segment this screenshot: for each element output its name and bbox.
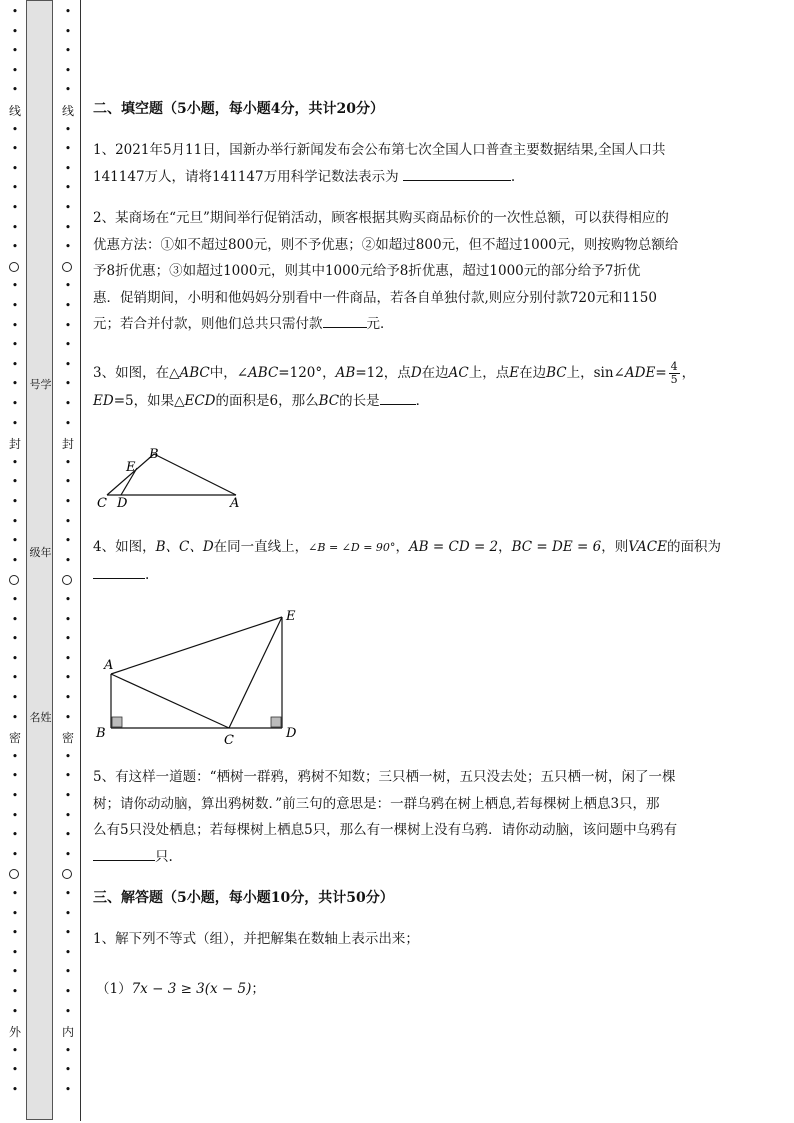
margin-dot: • bbox=[64, 1083, 72, 1096]
margin-dot: • bbox=[11, 828, 19, 842]
right-angle-D bbox=[271, 717, 281, 727]
binding-hole-circle bbox=[62, 262, 72, 272]
margin-dot: • bbox=[64, 906, 72, 920]
margin-dot: • bbox=[64, 161, 72, 175]
margin-dot: • bbox=[11, 122, 19, 136]
label-B: B bbox=[149, 447, 159, 462]
margin-dot: • bbox=[64, 593, 72, 606]
student-number-label: 号学 bbox=[29, 378, 52, 391]
margin-dot: • bbox=[64, 357, 72, 371]
label-D: D bbox=[117, 496, 128, 511]
margin-dot: • bbox=[64, 142, 72, 156]
seal-mark: 内 bbox=[61, 1025, 74, 1040]
margin-dot: • bbox=[64, 1043, 72, 1057]
margin-dot: • bbox=[64, 651, 72, 665]
margin-dot: • bbox=[11, 769, 19, 783]
answer-blank[interactable] bbox=[380, 392, 416, 405]
question-2-3: 3、如图，在△ABC中，∠ABC=120°，AB=12，点D在边AC上，点E在边BC上，sin∠ADE= $\frac{4}{5}$ ， ED=5，如果△ECD的面积是6，那么BC的长是 ． bbox=[93, 360, 696, 409]
binding-hole-circle bbox=[62, 869, 72, 879]
margin-dot: • bbox=[11, 338, 19, 352]
margin-dot: • bbox=[11, 5, 19, 18]
margin-dot: • bbox=[64, 945, 72, 959]
margin-dot: • bbox=[11, 965, 19, 979]
label-D: D bbox=[286, 726, 297, 741]
margin-dot: • bbox=[11, 318, 19, 332]
margin-dot: • bbox=[11, 847, 19, 861]
margin-dot: • bbox=[64, 495, 72, 508]
margin-dot: • bbox=[64, 377, 72, 391]
margin-dot: • bbox=[64, 847, 72, 861]
margin-dot: • bbox=[11, 279, 19, 293]
margin-dot: • bbox=[64, 455, 72, 469]
answer-blank[interactable] bbox=[403, 168, 511, 181]
grade-label: 级年 bbox=[29, 546, 52, 559]
margin-dot: • bbox=[11, 220, 19, 234]
binding-hole-circle bbox=[62, 575, 72, 585]
margin-dot: • bbox=[64, 769, 72, 783]
margin-dot: • bbox=[11, 808, 19, 822]
section-2-title: 二、填空题（5小题，每小题4分，共计20分） bbox=[93, 101, 384, 117]
margin-dot: • bbox=[11, 514, 19, 528]
right-angle-B bbox=[112, 717, 122, 727]
margin-dot: • bbox=[64, 789, 72, 802]
margin-dot: • bbox=[11, 553, 19, 567]
binding-hole-circle bbox=[9, 575, 19, 585]
margin-dot: • bbox=[64, 338, 72, 352]
margin-dot: • bbox=[11, 749, 19, 763]
seal-mark: 线 bbox=[8, 104, 21, 118]
binding-hole-circle bbox=[9, 262, 19, 272]
question-2-1: 1、2021年5月11日，国新办举行新闻发布会公布第七次全国人口普查主要数据结果,全国人口共 141147万人，请将141147万用科学记数法表示为 . bbox=[93, 142, 666, 185]
seal-mark: 密 bbox=[61, 731, 74, 746]
margin-dot: • bbox=[11, 632, 19, 646]
margin-dot: • bbox=[11, 416, 19, 430]
binding-hole-circle bbox=[9, 869, 19, 879]
margin-dot: • bbox=[64, 299, 72, 312]
fraction-4-5: $\frac{4}{5}$ bbox=[670, 360, 678, 386]
margin-dot: • bbox=[11, 1083, 19, 1096]
label-A: A bbox=[230, 496, 240, 511]
margin-dot: • bbox=[11, 789, 19, 802]
margin-dot: • bbox=[64, 926, 72, 940]
margin-dot: • bbox=[64, 5, 72, 18]
margin-dot: • bbox=[64, 44, 72, 58]
margin-dot: • bbox=[11, 534, 19, 548]
margin-dot: • bbox=[64, 612, 72, 626]
margin-dot: • bbox=[64, 691, 72, 704]
margin-dot: • bbox=[64, 553, 72, 567]
margin-dot: • bbox=[64, 122, 72, 136]
name-label: 名姓 bbox=[29, 711, 52, 724]
segment-ce bbox=[229, 617, 282, 728]
margin-dot: • bbox=[11, 397, 19, 410]
margin-dot: • bbox=[64, 671, 72, 685]
label-A: A bbox=[104, 658, 114, 673]
margin-dot: • bbox=[64, 808, 72, 822]
margin-dot: • bbox=[11, 495, 19, 508]
margin-dot: • bbox=[64, 83, 72, 97]
margin-dot: • bbox=[11, 945, 19, 959]
margin-dot: • bbox=[64, 318, 72, 332]
margin-dot: • bbox=[64, 416, 72, 430]
question-2-4: 4、如图，B、C、D在同一直线上，∠B = ∠D = 90°，AB = CD = 2，BC = DE = 6，则VACE的面积为 . bbox=[93, 539, 721, 583]
margin-dot: • bbox=[64, 710, 72, 724]
margin-dot: • bbox=[64, 828, 72, 842]
margin-dot: • bbox=[11, 377, 19, 391]
margin-dot: • bbox=[11, 612, 19, 626]
margin-dot: • bbox=[11, 1043, 19, 1057]
label-E: E bbox=[286, 609, 296, 624]
label-C: C bbox=[224, 733, 234, 748]
margin-dot: • bbox=[11, 887, 19, 900]
margin-dot: • bbox=[64, 63, 72, 77]
seal-mark: 封 bbox=[61, 437, 74, 452]
seal-mark: 密 bbox=[8, 731, 21, 746]
binding-margin-inner bbox=[57, 0, 79, 1123]
margin-dot: • bbox=[64, 749, 72, 763]
margin-dot: • bbox=[11, 691, 19, 704]
margin-dot: • bbox=[64, 887, 72, 900]
answer-blank[interactable] bbox=[93, 848, 155, 861]
margin-dot: • bbox=[64, 201, 72, 214]
margin-dot: • bbox=[64, 534, 72, 548]
margin-dot: • bbox=[64, 985, 72, 998]
label-B: B bbox=[96, 726, 106, 741]
margin-dot: • bbox=[11, 181, 19, 195]
question-2-2: 2、某商场在“元旦”期间举行促销活动，顾客根据其购买商品标价的一次性总额，可以获得相应的 优惠方法：①如不超过800元，则不予优惠；②如超过800元，但不超过1000元，则按购物总额给 予8折优惠；③如超过1000元，则其中1000元给予8折优惠，超过1000元的部分给予7折优 惠．促销期间，小明和他妈妈分别看中一件商品，若各自单独付款,则应分别付款720元和1150 元；若合并付款，则他们总共只需付款 元． bbox=[93, 210, 679, 332]
margin-dot: • bbox=[64, 475, 72, 489]
margin-dot: • bbox=[64, 1004, 72, 1018]
seal-mark: 线 bbox=[61, 104, 74, 118]
student-info-strip bbox=[26, 0, 53, 1120]
margin-dot: • bbox=[11, 142, 19, 156]
seal-mark: 外 bbox=[8, 1025, 21, 1040]
margin-dot: • bbox=[64, 397, 72, 410]
margin-dot: • bbox=[11, 357, 19, 371]
margin-dot: • bbox=[64, 24, 72, 38]
margin-dot: • bbox=[64, 514, 72, 528]
margin-dot: • bbox=[11, 710, 19, 724]
margin-dot: • bbox=[11, 455, 19, 469]
margin-dot: • bbox=[11, 593, 19, 606]
margin-dot: • bbox=[11, 24, 19, 38]
margin-dot: • bbox=[64, 279, 72, 293]
margin-dot: • bbox=[64, 965, 72, 979]
margin-dot: • bbox=[11, 1004, 19, 1018]
question-3-1: 1、解下列不等式（组），并把解集在数轴上表示出来； bbox=[93, 931, 419, 947]
binding-margin-outer bbox=[4, 0, 26, 1123]
margin-dot: • bbox=[11, 44, 19, 58]
answer-blank[interactable] bbox=[93, 566, 145, 579]
margin-dot: • bbox=[11, 240, 19, 254]
margin-dot: • bbox=[11, 299, 19, 312]
margin-dot: • bbox=[64, 1063, 72, 1077]
segment-ae bbox=[111, 617, 282, 674]
margin-dot: • bbox=[11, 475, 19, 489]
margin-dot: • bbox=[11, 926, 19, 940]
margin-dot: • bbox=[64, 632, 72, 646]
section-3-title: 三、解答题（5小题，每小题10分，共计50分） bbox=[93, 890, 394, 906]
seal-mark: 封 bbox=[8, 437, 21, 452]
margin-dot: • bbox=[11, 161, 19, 175]
triangle-ace-figure bbox=[93, 603, 313, 748]
label-C: C bbox=[97, 496, 107, 511]
question-2-5: 5、有这样一道题：“栖树一群鸦，鸦树不知数；三只栖一树，五只没去处；五只栖一树，闲了一棵 树；请你动动脑，算出鸦树数．”前三句的意思是：一群乌鸦在树上栖息,若每棵树上栖息3只，那 么有5只没处栖息；若每棵树上栖息5只，那么有一棵树上没有乌鸦．请你动动脑，该问题中乌鸦有 只. bbox=[93, 769, 678, 865]
margin-dot: • bbox=[11, 651, 19, 665]
binding-line bbox=[80, 0, 81, 1121]
margin-dot: • bbox=[11, 83, 19, 97]
triangle-abc-figure bbox=[93, 440, 253, 515]
question-3-1-part-1: （1）7x − 3 ≥ 3(x − 5)； bbox=[96, 981, 265, 997]
segment-ba bbox=[154, 454, 236, 495]
segment-ac bbox=[111, 674, 229, 728]
margin-dot: • bbox=[11, 671, 19, 685]
margin-dot: • bbox=[64, 240, 72, 254]
margin-dot: • bbox=[64, 181, 72, 195]
label-E: E bbox=[126, 460, 136, 475]
margin-dot: • bbox=[11, 906, 19, 920]
margin-dot: • bbox=[11, 63, 19, 77]
margin-dot: • bbox=[11, 201, 19, 214]
margin-dot: • bbox=[11, 985, 19, 998]
margin-dot: • bbox=[64, 220, 72, 234]
answer-blank[interactable] bbox=[323, 315, 367, 328]
margin-dot: • bbox=[11, 1063, 19, 1077]
